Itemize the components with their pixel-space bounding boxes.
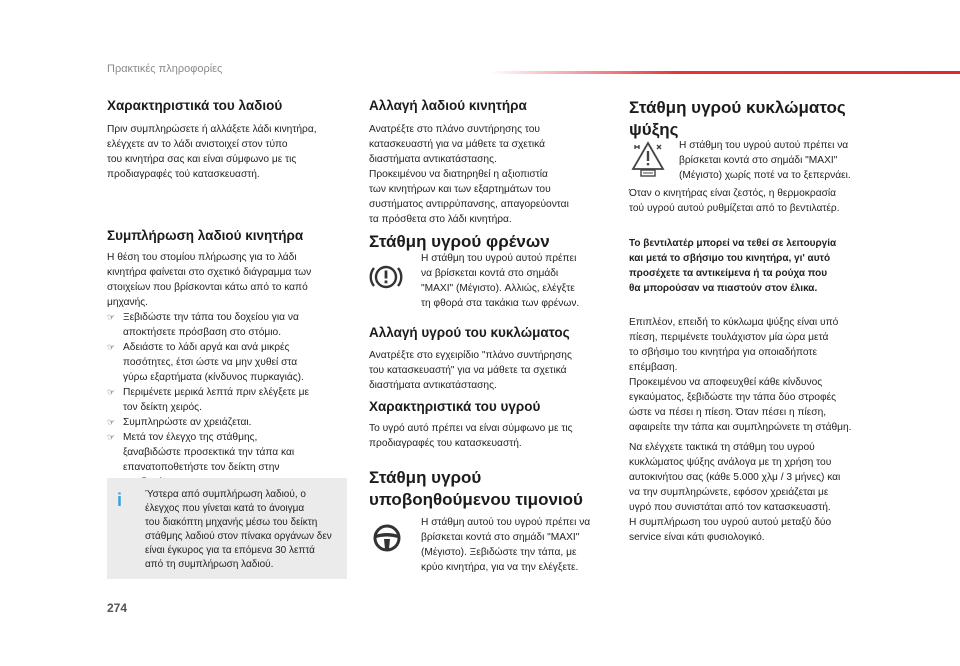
check-level-text: Να ελέγχετε τακτικά τη στάθμη του υγρού κυκλώματος ψύξης ανάλογα με τη χρήση του αυτοκινήτου σας (κάθε 5.000 χλμ / 3 μήνες) και να την συμπληρώνετε, εφόσον χρειάζεται με υγρό που συνιστάται από τον κατασκευαστή. Η συμπλήρωση του υγρού αυτού μεταξύ δύο service είναι κάτι φυσιολογικό.: [629, 442, 841, 543]
line: του κινητήρα σας και είναι σύμφωνο με τις: [107, 154, 297, 165]
fan-warning-text: Το βεντιλατέρ μπορεί να τεθεί σε λειτουργία και μετά το σβήσιμο του κινητήρα, γι' αυτό προσέχετε τα αντικείμενα ή τα ρούχα που θα μπορούσαν να πιαστούν στον έλικα.: [629, 238, 837, 294]
line: προδιαγραφές τού κατασκευαστή.: [107, 169, 260, 180]
hand-pointer-icon: ☞: [107, 417, 116, 427]
oil-fill-steps: [107, 310, 357, 490]
oil-fill-heading: Συμπλήρωση λαδιού κινητήρα: [107, 228, 304, 243]
info-text: Ύστερα από συμπλήρωση λαδιού, ο έλεγχος που γίνεται κατά το άνοιγμα του διακόπτη μηχανής μέσω του δείκτη στάθμης λαδιού στον πίνακα οργάνων δεν είναι έγκυρος για τα επόμενα 30 λεπτά από τη συμπλήρωση λαδιού.: [145, 489, 332, 570]
brake-fluid-heading: Στάθμη υγρού φρένων: [369, 232, 550, 251]
coolant-warning-icon: [631, 141, 665, 182]
step-item: ☞ Ξεβιδώστε την τάπα του δοχείου για να αποκτήσετε πρόσβαση στο στόμιο.: [107, 312, 299, 338]
hand-pointer-icon: ☞: [107, 432, 116, 442]
line: Πριν συμπληρώσετε ή αλλάξετε λάδι κινητήρα,: [107, 124, 317, 135]
step-item: ☞ Μετά τον έλεγχο της στάθμης, ξαναβιδώστε προσεκτικά την τάπα και επανατοποθετήστε τον δείκτη στην: [107, 432, 295, 473]
oil-characteristics-heading: Χαρακτηριστικά του λαδιού: [107, 98, 283, 113]
fluid-characteristics-text: Το υγρό αυτό πρέπει να είναι σύμφωνο με τις προδιαγραφές του κατασκευαστή.: [369, 423, 573, 449]
oil-fill-text: [107, 250, 357, 490]
power-steering-heading: Στάθμη υγρού υποβοηθούμενου τιμονιού: [369, 468, 583, 509]
line: στοιχείων που βρίσκονται κάτω από το καπό: [107, 282, 308, 293]
step-item: ☞ Αδειάστε το λάδι αργά και ανά μικρές ποσότητες, έτσι ώστε να μην χυθεί στα γύρω εξαρτήματα (κίνδυνος πυρκαγιάς).: [107, 342, 304, 383]
page-number: 274: [107, 601, 128, 615]
fluid-change-heading: Αλλαγή υγρού του κυκλώματος: [369, 325, 570, 340]
step-item: ☞ Περιμένετε μερικά λεπτά πριν ελέγξετε με τον δείκτη χειρός.: [107, 387, 310, 413]
pressure-text: Επιπλέον, επειδή το κύκλωμα ψύξης είναι υπό πίεση, περιμένετε τουλάχιστον μία ώρα μετά το σβήσιμο του κινητήρα για οποιαδήποτε επέμβαση. Προκειμένου να αποφευχθεί κάθε κίνδυνος εγκαύματος, ξεβιδώστε την τάπα δύο στροφές ώστε να πέσει η πίεση. Όταν πέσει η πίεση, αφαιρείτε την τάπα και συμπληρώνετε τη στάθμη.: [629, 317, 852, 433]
hand-pointer-icon: ☞: [107, 312, 116, 322]
line: ελέγχετε αν το λάδι ανιστοιχεί στον τύπο: [107, 139, 288, 150]
coolant-heading: Στάθμη υγρού κυκλώματος ψύξης: [629, 98, 846, 139]
section-title: Πρακτικές πληροφορίες: [107, 63, 223, 75]
line: Η θέση του στομίου πλήρωσης για το λάδι: [107, 252, 297, 263]
line: κινητήρα φαίνεται στο σχετικό διάγραμμα των: [107, 267, 312, 278]
info-icon: i: [117, 490, 123, 510]
step-item: ☞ Συμπληρώστε αν χρειάζεται.: [107, 417, 252, 428]
oil-characteristics-text: [107, 122, 357, 182]
oil-change-heading: Αλλαγή λαδιού κινητήρα: [369, 98, 527, 113]
oil-change-text: Ανατρέξτε στο πλάνο συντήρησης του κατασκευαστή για να μάθετε τα σχετικά διαστήματα αντικατάστασης. Προκειμένου να διατηρηθεί η αξιοπιστία των κινητήρων και των εξαρτημάτων του συστήματος αντιρρύπανσης, απαγορεύονται τα πρόσθετα στο λάδι κινητήρα.: [369, 124, 569, 225]
hand-pointer-icon: ☞: [107, 387, 116, 397]
header-accent-bar: [490, 71, 960, 74]
brake-warning-icon: [369, 260, 403, 299]
info-box: [107, 478, 347, 579]
fluid-characteristics-heading: Χαρακτηριστικά του υγρού: [369, 399, 541, 414]
power-steering-text: Η στάθμη αυτού του υγρού πρέπει να βρίσκεται κοντά στο σημάδι "MAXI" (Μέγιστο). Ξεβιδώστε την τάπα, με κρύο κινητήρα, για να την ελέγξετε.: [421, 517, 591, 573]
coolant-hot-text: Όταν ο κινητήρας είναι ζεστός, η θερμοκρασία τού υγρού αυτού ρυθμίζεται από το βεντιλατέρ.: [629, 188, 840, 214]
coolant-side-text: Η στάθμη του υγρού αυτού πρέπει να βρίσκεται κοντά στο σημάδι "MAXI" (Μέγιστο) χωρίς ποτέ να το ξεπερνάει.: [679, 140, 851, 181]
fluid-change-text: Ανατρέξτε στο εγχειρίδιο "πλάνο συντήρησης του κατασκευαστή" για να μάθετε τα σχετικά διαστήματα αντικατάστασης.: [369, 350, 572, 391]
hand-pointer-icon: ☞: [107, 342, 116, 352]
line: μηχανής.: [107, 297, 148, 308]
brake-fluid-text: Η στάθμη του υγρού αυτού πρέπει να βρίσκεται κοντά στο σημάδι "MAXI" (Μέγιστο). Αλλιώς, ελέγξτε τη φθορά στα τακάκια των φρένων.: [421, 253, 580, 309]
steering-wheel-icon: [371, 522, 403, 559]
